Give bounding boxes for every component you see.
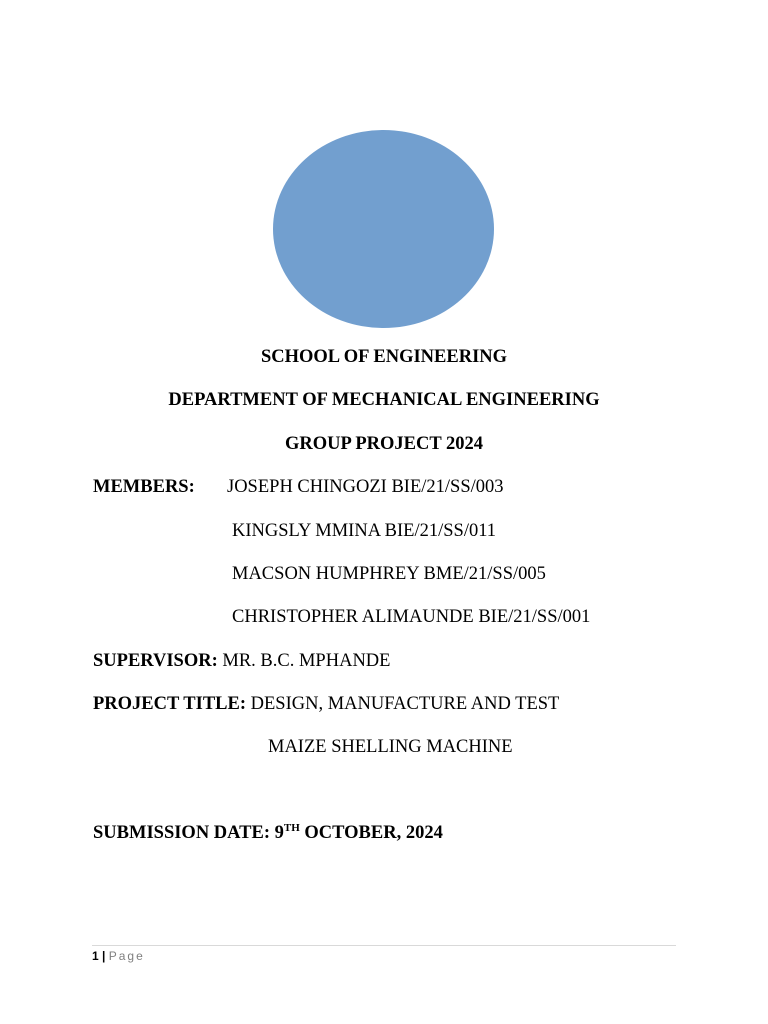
footer-rule bbox=[92, 945, 676, 946]
project-title-line bbox=[93, 693, 559, 715]
member-item: CHRISTOPHER ALIMAUNDE BIE/21/SS/001 bbox=[232, 607, 591, 627]
project-title-label: PROJECT TITLE: bbox=[93, 694, 247, 714]
supervisor-label: SUPERVISOR: bbox=[93, 651, 218, 671]
supervisor-line bbox=[93, 650, 390, 672]
footer-separator: | bbox=[102, 949, 106, 963]
page-number: 1 bbox=[92, 949, 99, 963]
project-title-line1: DESIGN, MANUFACTURE AND TEST bbox=[250, 694, 560, 714]
submission-label: SUBMISSION DATE: 9 bbox=[93, 823, 284, 843]
member-item: JOSEPH CHINGOZI BIE/21/SS/003 bbox=[227, 477, 504, 497]
submission-date bbox=[93, 822, 443, 846]
supervisor-value: MR. B.C. MPHANDE bbox=[222, 651, 391, 671]
submission-superscript: TH bbox=[283, 822, 300, 834]
members-label: MEMBERS: bbox=[93, 477, 195, 497]
page-footer bbox=[92, 948, 145, 964]
page-word: Page bbox=[108, 949, 145, 963]
submission-rest: OCTOBER, 2024 bbox=[304, 823, 443, 843]
member-item: KINGSLY MMINA BIE/21/SS/011 bbox=[232, 521, 497, 541]
member-item: MACSON HUMPHREY BME/21/SS/005 bbox=[232, 564, 546, 584]
logo-oval bbox=[273, 130, 494, 328]
school-heading: SCHOOL OF ENGINEERING bbox=[260, 347, 508, 367]
project-title-line2: MAIZE SHELLING MACHINE bbox=[268, 737, 513, 757]
project-heading: GROUP PROJECT 2024 bbox=[284, 434, 484, 454]
department-heading: DEPARTMENT OF MECHANICAL ENGINEERING bbox=[168, 390, 600, 410]
